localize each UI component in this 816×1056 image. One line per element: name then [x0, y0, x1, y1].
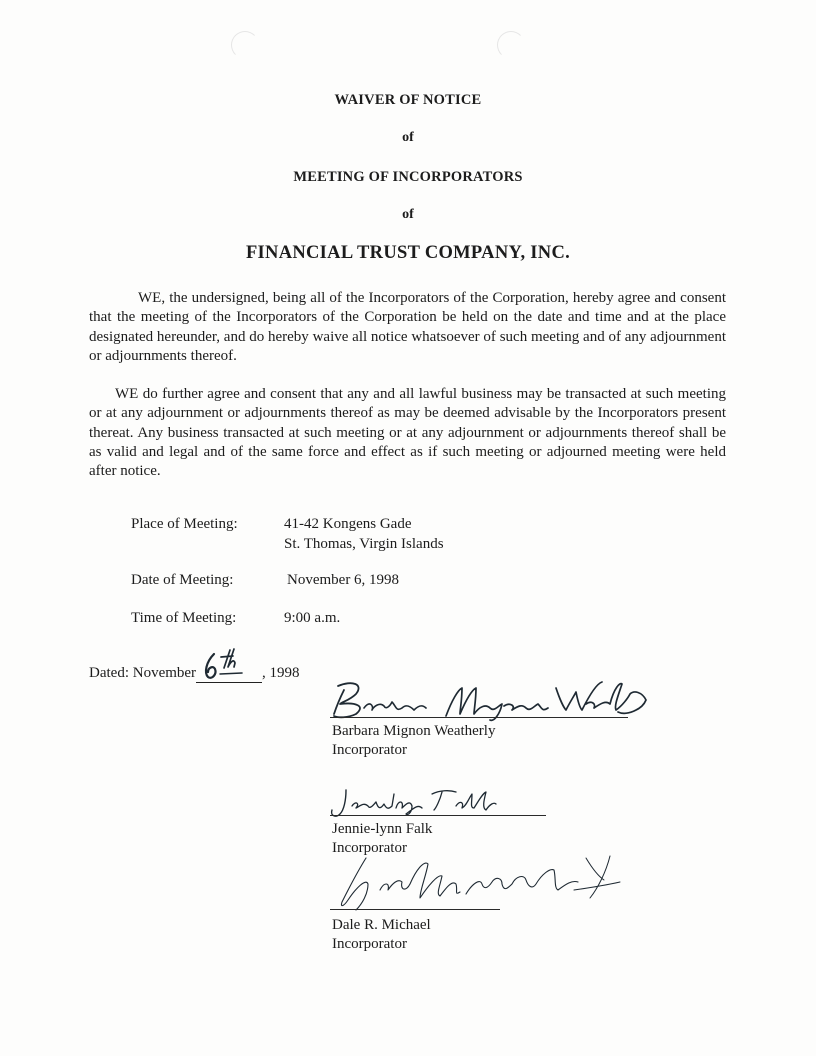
document-subtitle: MEETING OF INCORPORATORS [293, 169, 523, 185]
scan-punch-mark [497, 31, 525, 59]
signature-barbara-weatherly [330, 676, 650, 726]
document-title: WAIVER OF NOTICE [334, 92, 482, 108]
signatory-name: Barbara Mignon Weatherly [332, 723, 496, 739]
signature-jennie-lynn-falk [328, 786, 528, 822]
place-address-line2: St. Thomas, Virgin Islands [284, 536, 444, 552]
title-connector: of [402, 130, 414, 145]
signatory-name: Dale R. Michael [332, 917, 431, 933]
signature-line [330, 815, 546, 816]
signatory-title: Incorporator [332, 742, 407, 758]
time-value: 9:00 a.m. [284, 610, 341, 626]
signature-line [330, 909, 500, 910]
scan-punch-mark [231, 31, 259, 59]
signatory-name: Jennie-lynn Falk [332, 821, 433, 837]
company-name: FINANCIAL TRUST COMPANY, INC. [245, 243, 571, 263]
place-address-line1: 41-42 Kongens Gade [284, 516, 412, 532]
signatory-title: Incorporator [332, 936, 407, 952]
signatory-title: Incorporator [332, 840, 407, 856]
waiver-paragraph: WE, the undersigned, being all of the Incorporators of the Corporation, hereby agree and consent that the meeting of the Incorporators of the Corporation be held on the date and time and at the place designated hereunder, and do hereby waive all notice whatsoever of such meeting and of any adjournment or adjournments thereof. [89, 290, 726, 364]
dated-line [89, 664, 300, 683]
time-label: Time of Meeting: [131, 610, 237, 626]
handwritten-day [200, 646, 260, 684]
title-connector: of [402, 207, 414, 222]
signature-line [330, 717, 628, 718]
date-label: Date of Meeting: [131, 572, 234, 588]
dated-prefix: Dated: November [89, 665, 197, 681]
date-value: November 6, 1998 [287, 572, 400, 588]
consent-paragraph: WE do further agree and consent that any and all lawful business may be transacted at such meeting or at any adjournment or adjournments thereof as may be deemed advisable by the Incorporators present thereat. Any business transacted at such meeting or at any adjournment or adjournments thereof shall be as valid and legal and of the same force and effect as if such meeting or adjourned meeting were held after notice. [89, 386, 726, 480]
place-label: Place of Meeting: [131, 516, 238, 532]
handwritten-day-blank [196, 664, 262, 683]
dated-year: , 1998 [262, 665, 300, 681]
